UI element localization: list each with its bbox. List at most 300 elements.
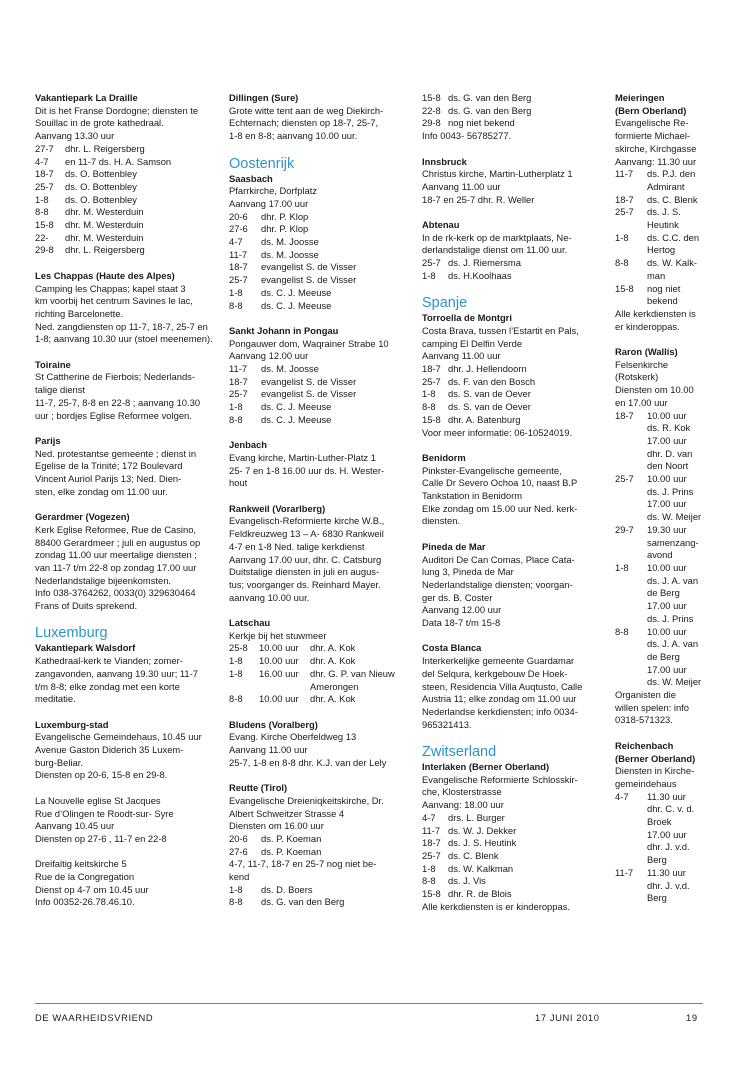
schedule-preacher: Heutink bbox=[647, 219, 679, 231]
column-4 bbox=[615, 92, 715, 918]
schedule-row bbox=[422, 863, 602, 876]
schedule-preacher: samenzang- bbox=[647, 536, 699, 548]
listing-block bbox=[615, 92, 715, 333]
schedule-row bbox=[615, 638, 715, 651]
schedule-preacher: ds. S. van de Oever bbox=[448, 401, 531, 413]
schedule-row bbox=[615, 194, 715, 207]
schedule-preacher: drs. L. Burger bbox=[448, 811, 505, 823]
schedule-row bbox=[422, 117, 602, 130]
text-line: Christus kirche, Martin-Lutherplatz 1 bbox=[422, 168, 573, 180]
text-line: steen, Residencia Villa Auqtusto, Calle bbox=[422, 680, 583, 692]
schedule-row bbox=[615, 854, 715, 867]
schedule-row bbox=[229, 223, 409, 236]
schedule-preacher: evangelist S. de Visser bbox=[261, 388, 357, 400]
schedule-preacher: Hertog bbox=[647, 244, 676, 256]
schedule-preacher: dhr. G. P. van Nieuw bbox=[310, 667, 395, 679]
listing-block bbox=[229, 503, 409, 605]
text-line: Ned. zangdiensten op 11-7, 18-7, 25-7 en bbox=[35, 320, 208, 332]
schedule-date: 11-7 bbox=[229, 363, 248, 375]
schedule-row bbox=[615, 244, 715, 257]
schedule-preacher: ds. S. van de Oever bbox=[448, 388, 531, 400]
schedule-preacher: ds. P. Koeman bbox=[261, 845, 322, 857]
text-line: Kerk Eglise Reformee, Rue de Casino, bbox=[35, 523, 197, 535]
schedule-row bbox=[422, 825, 602, 838]
schedule-date: 8-8 bbox=[229, 693, 243, 705]
schedule-row bbox=[615, 549, 715, 562]
schedule-date bbox=[615, 422, 647, 435]
page-number: 19 bbox=[686, 1012, 698, 1023]
schedule-row bbox=[615, 575, 715, 588]
schedule-date bbox=[615, 892, 647, 905]
listing-block bbox=[229, 719, 409, 770]
schedule-date bbox=[229, 681, 259, 694]
schedule-row bbox=[615, 816, 715, 829]
text-line: Vincent Auriol Parijs 13; Ned. Dien- bbox=[35, 473, 182, 485]
location-heading: Saasbach bbox=[229, 172, 273, 184]
schedule-date: 18-7 bbox=[615, 193, 634, 205]
text-line: Camping les Chappas; kapel staat 3 bbox=[35, 282, 186, 294]
schedule-date: 18-7 bbox=[229, 261, 248, 273]
schedule-row bbox=[615, 486, 715, 499]
schedule-preacher: dhr. P. Klop bbox=[261, 223, 309, 235]
text-line: uur ; bordjes Eglise Reformee volgen. bbox=[35, 409, 192, 421]
schedule-preacher: nog niet bekend bbox=[448, 117, 515, 129]
schedule-row bbox=[422, 812, 602, 825]
schedule-date: 20-6 bbox=[229, 832, 248, 844]
listing-block bbox=[229, 782, 409, 909]
location-heading: Rankweil (Vorarlberg) bbox=[229, 502, 326, 514]
listing-block bbox=[615, 740, 715, 905]
location-heading: Reichenbach bbox=[615, 739, 674, 751]
schedule-date: 4-7 bbox=[615, 790, 629, 802]
schedule-date: 1-8 bbox=[229, 655, 243, 667]
text-line: che, Klosterstrasse bbox=[422, 786, 502, 798]
text-line: aanvang 10.00 uur. bbox=[229, 591, 310, 603]
schedule-preacher: ds. W. Meijer bbox=[647, 676, 702, 688]
text-line: Avenue Gaston Diderich 35 Luxem- bbox=[35, 744, 184, 756]
schedule-date: 22-8 bbox=[422, 104, 441, 116]
schedule-preacher: ds. O. Bottenbley bbox=[65, 193, 137, 205]
schedule-date: 25-7 bbox=[422, 375, 441, 387]
schedule-preacher: dhr. L. Reigersberg bbox=[65, 244, 145, 256]
text-line: Info 00352-26.78.46.10. bbox=[35, 896, 135, 908]
schedule-preacher: ds. O. Bottenbley bbox=[65, 168, 137, 180]
listing-block bbox=[35, 270, 213, 346]
text-line: meditatie. bbox=[35, 693, 76, 705]
text-line: Diensten op 20-6, 15-8 en 29-8. bbox=[35, 769, 168, 781]
listing-block bbox=[422, 219, 602, 283]
schedule-row bbox=[615, 867, 715, 880]
schedule-date bbox=[615, 244, 647, 257]
text-line: Dreifaltig keitskirche 5 bbox=[35, 858, 127, 870]
schedule-time: 10.00 uur bbox=[259, 693, 299, 705]
text-line: Aanvang 12.00 uur bbox=[229, 350, 309, 362]
text-line: Aanvang 11.00 uur bbox=[422, 180, 501, 192]
schedule-date: 1-8 bbox=[422, 388, 436, 400]
text-line: Diensten om 16.00 uur bbox=[229, 820, 324, 832]
schedule-row bbox=[615, 664, 715, 677]
schedule-preacher: ds. C. Blenk bbox=[647, 193, 698, 205]
schedule-row bbox=[229, 693, 409, 706]
listing-block bbox=[35, 795, 213, 846]
schedule-preacher: den Noort bbox=[647, 460, 689, 472]
schedule-row bbox=[229, 261, 409, 274]
schedule-preacher: ds. G. van den Berg bbox=[261, 896, 345, 908]
schedule-row bbox=[229, 846, 409, 859]
location-heading: Reutte (Tirol) bbox=[229, 782, 288, 794]
schedule-row bbox=[35, 168, 213, 181]
schedule-preacher: nog niet bbox=[647, 282, 681, 294]
text-line: Pongauwer dom, Waqrainer Strabe 10 bbox=[229, 337, 389, 349]
text-line: 4-7 en 1-8 Ned. talige kerkdienst bbox=[229, 540, 365, 552]
text-line: 965321413. bbox=[422, 718, 472, 730]
schedule-preacher: Berg bbox=[647, 892, 667, 904]
text-line: St Cattherine de Fierbois; Nederlands- bbox=[35, 371, 195, 383]
schedule-date bbox=[615, 460, 647, 473]
schedule-row bbox=[615, 651, 715, 664]
text-line: camping El Delfin Verde bbox=[422, 337, 523, 349]
schedule-preacher: 17.00 uur bbox=[647, 663, 687, 675]
text-line: lung 3, Pineda de Mar bbox=[422, 566, 514, 578]
schedule-row bbox=[422, 401, 602, 414]
schedule-row bbox=[615, 270, 715, 283]
schedule-date: 27-7 bbox=[35, 142, 54, 154]
schedule-preacher: ds. F. van den Bosch bbox=[448, 375, 536, 387]
schedule-row bbox=[615, 257, 715, 270]
text-line: en 17.00 uur bbox=[615, 396, 668, 408]
schedule-preacher: ds. J. A. van bbox=[647, 574, 699, 586]
schedule-preacher: avond bbox=[647, 549, 673, 561]
listing-block bbox=[422, 156, 602, 207]
text-line: Aanvang 13.30 uur bbox=[35, 130, 115, 142]
schedule-row bbox=[615, 676, 715, 689]
text-line: Aanvang: 11.30 uur bbox=[615, 155, 697, 167]
text-line: Kerkje bij het stuwmeer bbox=[229, 629, 327, 641]
text-line: Costa Brava, tussen l’Estartit en Pals, bbox=[422, 324, 579, 336]
text-line: Auditori De Can Comas, Place Cata- bbox=[422, 553, 575, 565]
text-line: Data 18-7 t/m 15-8 bbox=[422, 617, 501, 629]
schedule-row bbox=[422, 363, 602, 376]
schedule-preacher: ds. W. Meijer bbox=[647, 511, 702, 523]
schedule-preacher: dhr. A. Batenburg bbox=[448, 413, 521, 425]
schedule-row bbox=[229, 274, 409, 287]
schedule-row bbox=[615, 168, 715, 181]
schedule-preacher: ds. D. Boers bbox=[261, 883, 313, 895]
schedule-row bbox=[229, 668, 409, 681]
schedule-date: 8-8 bbox=[422, 875, 436, 887]
location-heading: Gerardmer (Vogezen) bbox=[35, 511, 130, 523]
schedule-date bbox=[615, 575, 647, 588]
schedule-date: 8-8 bbox=[615, 625, 629, 637]
schedule-row bbox=[615, 829, 715, 842]
location-heading: Latschau bbox=[229, 617, 271, 629]
schedule-preacher: 11.30 uur bbox=[647, 866, 686, 878]
text-line: derlandstalige dienst om 11.00 uur. bbox=[422, 244, 568, 256]
schedule-date: 29-7 bbox=[615, 523, 634, 535]
text-line: Evangelische Dreieniqkeitskirche, Dr. bbox=[229, 794, 384, 806]
schedule-time: 16.00 uur bbox=[259, 667, 299, 679]
schedule-date bbox=[615, 486, 647, 499]
location-heading: Abtenau bbox=[422, 219, 460, 230]
location-subheading: (Berner Oberland) bbox=[615, 752, 696, 764]
schedule-preacher: ds. C. J. Meeuse bbox=[261, 286, 332, 298]
location-heading: Bludens (Voralberg) bbox=[229, 718, 318, 730]
text-line: Grote witte tent aan de weg Diekirch- bbox=[229, 104, 384, 116]
schedule-date bbox=[615, 651, 647, 664]
text-line: 88400 Gerardmeer ; juli en augustus op bbox=[35, 536, 201, 548]
text-line: Info 0043- 56785277. bbox=[422, 130, 512, 142]
schedule-date bbox=[615, 638, 647, 651]
schedule-preacher: ds. P. Koeman bbox=[261, 832, 322, 844]
schedule-preacher: ds. R. Kok bbox=[647, 422, 691, 434]
schedule-row bbox=[422, 875, 602, 888]
text-line: Evangelische Reformierte Schlosskir- bbox=[422, 773, 578, 785]
schedule-row bbox=[229, 211, 409, 224]
schedule-preacher: ds. W. Kalk- bbox=[647, 257, 698, 269]
schedule-preacher: 17.00 uur bbox=[647, 828, 687, 840]
text-line: Egelise de la Trinité; 172 Boulevard bbox=[35, 460, 183, 472]
text-line: Evangelische Re- bbox=[615, 117, 689, 129]
schedule-date bbox=[615, 511, 647, 524]
schedule-row bbox=[229, 287, 409, 300]
schedule-row bbox=[615, 232, 715, 245]
schedule-date: 20-6 bbox=[229, 210, 248, 222]
schedule-preacher: man bbox=[647, 269, 666, 281]
schedule-preacher: Berg bbox=[647, 854, 667, 866]
text-line: Tankstation in Benidorm bbox=[422, 490, 523, 502]
schedule-date bbox=[615, 498, 647, 511]
text-line: skirche, Kirchgasse bbox=[615, 142, 697, 154]
schedule-row bbox=[615, 524, 715, 537]
listing-block bbox=[229, 156, 409, 313]
schedule-row bbox=[615, 626, 715, 639]
text-line: Interkerkelijke gemeente Guardamar bbox=[422, 655, 575, 667]
text-line: Evang. Kirche Oberfeldweg 13 bbox=[229, 731, 357, 743]
text-line: van 11-7 t/m 22-8 op zondag 17.00 uur bbox=[35, 561, 197, 573]
schedule-preacher: ds. P.J. den bbox=[647, 168, 696, 180]
text-line: Evang kirche, Martin-Luther-Platz 1 bbox=[229, 451, 376, 463]
schedule-preacher: Admirant bbox=[647, 180, 685, 192]
text-line: 25- 7 en 1-8 16.00 uur ds. H. Wester- bbox=[229, 464, 385, 476]
text-line: Alle kerkdiensten is bbox=[615, 307, 696, 319]
text-line: Frans of Duits sprekend. bbox=[35, 600, 138, 612]
text-line: Info 038-3764262, 0033(0) 329630464 bbox=[35, 587, 196, 599]
text-line: Aanvang 17.00 uur, dhr. C. Catsburg bbox=[229, 553, 382, 565]
schedule-row bbox=[229, 896, 409, 909]
schedule-row bbox=[615, 181, 715, 194]
text-line: tus; voorganger ds. Reinhard Mayer. bbox=[229, 578, 381, 590]
schedule-preacher: evangelist S. de Visser bbox=[261, 274, 357, 286]
schedule-row bbox=[615, 295, 715, 308]
schedule-date bbox=[615, 181, 647, 194]
location-heading: Parijs bbox=[35, 434, 61, 446]
location-heading: Interlaken (Berner Oberland) bbox=[422, 761, 550, 773]
text-line: zangavonden, aanvang 19.30 uur; 11-7 bbox=[35, 667, 198, 679]
schedule-row bbox=[615, 219, 715, 232]
text-line: gemeindehaus bbox=[615, 777, 677, 789]
schedule-preacher: ds. W. Kalkman bbox=[448, 862, 514, 874]
schedule-preacher: ds. G. van den Berg bbox=[448, 92, 532, 103]
schedule-date: 25-7 bbox=[229, 388, 248, 400]
schedule-date: 1-8 bbox=[229, 286, 243, 298]
schedule-preacher: dhr. R. de Blois bbox=[448, 888, 512, 900]
listing-block bbox=[35, 359, 213, 423]
text-line: 1-8; aanvang 10.30 uur (stoel meenemen). bbox=[35, 333, 213, 345]
schedule-row bbox=[422, 837, 602, 850]
location-heading: Sankt Johann in Pongau bbox=[229, 324, 339, 336]
schedule-date: 29-8 bbox=[422, 117, 441, 129]
text-line: Echternach; diensten op 18-7, 25-7, bbox=[229, 117, 379, 129]
schedule-preacher: ds. M. Joosse bbox=[261, 363, 319, 375]
schedule-row bbox=[422, 92, 602, 105]
text-line: Kathedraal-kerk te Vianden; zomer- bbox=[35, 655, 183, 667]
schedule-preacher: dhr. A. Kok bbox=[310, 693, 356, 705]
text-line: Aanvang 17.00 uur bbox=[229, 197, 309, 209]
schedule-date bbox=[615, 676, 647, 689]
schedule-preacher: ds. J. S. Heutink bbox=[448, 837, 517, 849]
text-line: t/m 8-8; elke zondag met een korte bbox=[35, 680, 180, 692]
schedule-row bbox=[422, 888, 602, 901]
text-line: sten, elke zondag om 11.00 uur. bbox=[35, 485, 168, 497]
schedule-preacher: dhr. A. Kok bbox=[310, 642, 356, 654]
schedule-row bbox=[229, 300, 409, 313]
schedule-row bbox=[35, 232, 213, 245]
schedule-row bbox=[615, 460, 715, 473]
schedule-preacher: dhr. C. v. d. bbox=[647, 803, 695, 815]
text-line: Aanvang: 18.00 uur bbox=[422, 799, 504, 811]
location-heading: Benidorm bbox=[422, 451, 466, 463]
schedule-row bbox=[229, 388, 409, 401]
schedule-date: 8-8 bbox=[229, 299, 243, 311]
listing-block bbox=[35, 92, 213, 257]
location-heading: Jenbach bbox=[229, 439, 268, 451]
text-line: Calle Dr Severo Ochoa 10, naast B.P bbox=[422, 477, 578, 489]
text-line: Diensten om 10.00 bbox=[615, 384, 694, 396]
schedule-row bbox=[615, 422, 715, 435]
schedule-row bbox=[615, 473, 715, 486]
schedule-date: 8-8 bbox=[422, 401, 436, 413]
location-heading: Toiraine bbox=[35, 358, 71, 370]
schedule-row bbox=[422, 257, 602, 270]
text-line: formierte Michael- bbox=[615, 130, 691, 142]
schedule-time bbox=[259, 681, 310, 694]
schedule-row bbox=[35, 156, 213, 169]
footer-date: 17 JUNI 2010 bbox=[535, 1012, 600, 1023]
listing-block bbox=[229, 325, 409, 427]
schedule-preacher: 11.30 uur bbox=[647, 790, 686, 802]
text-line: 4-7, 11-7, 18-7 en 25-7 nog niet be- bbox=[229, 858, 377, 870]
schedule-preacher: Broek bbox=[647, 816, 672, 828]
schedule-preacher: ds. M. Joosse bbox=[261, 248, 319, 260]
text-line: Pfarrkirche, Dorfplatz bbox=[229, 185, 318, 197]
text-line: In de rk-kerk op de marktplaats, Ne- bbox=[422, 231, 572, 243]
schedule-date: 1-8 bbox=[229, 667, 243, 679]
location-heading: Torroella de Montgri bbox=[422, 312, 512, 324]
column-2 bbox=[229, 92, 409, 922]
schedule-preacher: 19.30 uur bbox=[647, 523, 687, 535]
schedule-row bbox=[229, 681, 409, 694]
listing-block bbox=[422, 452, 602, 528]
text-line: burg-Beliar. bbox=[35, 756, 83, 768]
schedule-date bbox=[615, 295, 647, 308]
text-line: richting Barcelonette. bbox=[35, 307, 124, 319]
schedule-row bbox=[615, 206, 715, 219]
schedule-preacher: ds. O. Bottenbley bbox=[65, 180, 137, 192]
text-line: talige dienst bbox=[35, 384, 86, 396]
schedule-date bbox=[615, 854, 647, 867]
listing-block bbox=[35, 511, 213, 613]
schedule-preacher: dhr. M. Westerduin bbox=[65, 206, 144, 218]
schedule-row bbox=[615, 600, 715, 613]
location-subheading: (Bern Oberland) bbox=[615, 104, 687, 116]
listing-block bbox=[35, 858, 213, 909]
schedule-date: 27-6 bbox=[229, 845, 248, 857]
schedule-row bbox=[229, 249, 409, 262]
schedule-date: 1-8 bbox=[422, 862, 436, 874]
text-line: ger ds. B. Coster bbox=[422, 591, 493, 603]
schedule-row bbox=[615, 880, 715, 893]
schedule-preacher: Amerongen bbox=[310, 680, 359, 692]
schedule-time: 10.00 uur bbox=[259, 642, 299, 654]
listing-block bbox=[422, 642, 602, 731]
schedule-date: 1-8 bbox=[229, 883, 243, 895]
text-line: willen spelen: info bbox=[615, 701, 690, 713]
schedule-date: 18-7 bbox=[35, 168, 54, 180]
footer-divider bbox=[35, 1003, 703, 1004]
schedule-date: 18-7 bbox=[422, 837, 441, 849]
text-line: Nederlandstalige diensten; voorgan- bbox=[422, 578, 573, 590]
schedule-row bbox=[615, 537, 715, 550]
text-line: Nederlandstalige bijeenkomsten. bbox=[35, 574, 172, 586]
text-line: 18-7 en 25-7 dhr. R. Weller bbox=[422, 193, 535, 205]
text-line: Evangelisch-Reformierte kirche W.B., bbox=[229, 515, 385, 527]
schedule-date: 15-8 bbox=[422, 92, 441, 103]
schedule-row bbox=[615, 283, 715, 296]
text-line: Austria 11; elke zondag om 11.00 uur bbox=[422, 693, 577, 705]
schedule-row bbox=[35, 206, 213, 219]
location-heading: Vakantiepark Walsdorf bbox=[35, 642, 136, 654]
schedule-date: 1-8 bbox=[422, 269, 436, 281]
schedule-preacher: de Berg bbox=[647, 650, 680, 662]
text-line: Diensten op 27-6 , 11-7 en 22-8 bbox=[35, 832, 167, 844]
schedule-preacher: 17.00 uur bbox=[647, 434, 687, 446]
listing-block bbox=[422, 744, 602, 913]
text-line: Dit is het Franse Dordogne; diensten te bbox=[35, 104, 199, 116]
listing-block bbox=[229, 92, 409, 143]
text-line: Souillac in de grote kathedraal. bbox=[35, 117, 164, 129]
schedule-date: 15-8 bbox=[422, 888, 441, 900]
schedule-date bbox=[615, 435, 647, 448]
schedule-preacher: de Berg bbox=[647, 587, 680, 599]
schedule-row bbox=[229, 884, 409, 897]
schedule-time: 10.00 uur bbox=[259, 655, 299, 667]
schedule-date: 25-7 bbox=[35, 180, 54, 192]
schedule-preacher: 10.00 uur bbox=[647, 473, 687, 485]
schedule-preacher: ds. J. Prins bbox=[647, 485, 694, 497]
text-line: Aanvang 12.00 uur bbox=[422, 604, 502, 616]
schedule-preacher: ds. H.Koolhaas bbox=[448, 269, 512, 281]
schedule-date bbox=[615, 270, 647, 283]
schedule-row bbox=[615, 587, 715, 600]
schedule-date: 11-7 bbox=[229, 248, 248, 260]
location-heading: Costa Blanca bbox=[422, 642, 482, 654]
schedule-preacher: dhr. M. Westerduin bbox=[65, 219, 144, 231]
location-heading: Meieringen bbox=[615, 92, 665, 103]
text-line: (Rotskerk) bbox=[615, 371, 659, 383]
text-line: Albert Schweitzer Strasse 4 bbox=[229, 807, 345, 819]
schedule-preacher: ds. J. Prins bbox=[647, 612, 694, 624]
text-line: Evangelische Gemeindehaus, 10.45 uur bbox=[35, 731, 202, 743]
